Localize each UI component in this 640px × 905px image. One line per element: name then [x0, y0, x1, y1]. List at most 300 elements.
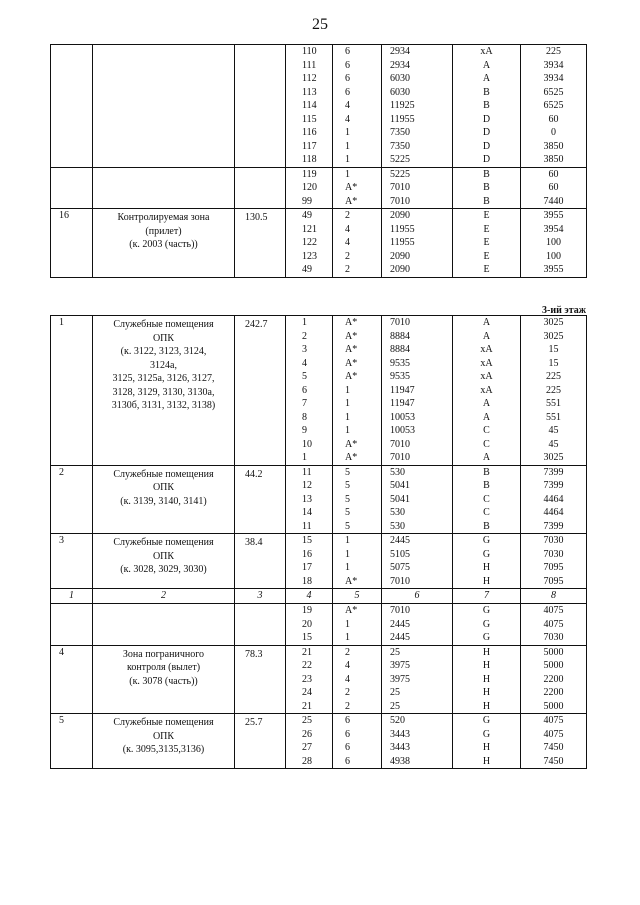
point-x: 5041: [390, 480, 410, 491]
column-number: 1: [51, 589, 93, 604]
point-code: 5: [345, 520, 350, 532]
column-number: 7: [453, 589, 521, 604]
column-number: 6: [382, 589, 453, 604]
point-axis: C: [483, 507, 490, 518]
point-x: 25: [390, 646, 400, 658]
zone-row: [51, 604, 587, 646]
point-code: 1: [345, 154, 350, 165]
point-y: 7399: [543, 480, 564, 491]
point-y: 7095: [543, 575, 564, 587]
point-axis: G: [482, 605, 491, 616]
point-y: 15: [548, 344, 559, 355]
point-x-column: [382, 604, 453, 646]
point-number: 111: [302, 59, 317, 71]
point-axis: E: [483, 237, 490, 248]
point-x: 25: [390, 700, 400, 712]
point-x: 9535: [390, 371, 410, 382]
zone-area: 44.2: [235, 465, 286, 534]
point-number-column: [286, 714, 333, 769]
point-code: A*: [345, 452, 358, 463]
point-y: 7440: [543, 195, 564, 207]
point-number: 21: [302, 700, 312, 712]
point-number: 116: [302, 127, 317, 138]
zone-description-line: (к. 3139, 3140, 3141): [120, 495, 207, 507]
zone-number: [51, 45, 93, 168]
point-y: 7399: [543, 520, 564, 532]
point-code: 4: [345, 223, 350, 235]
point-axis: C: [483, 425, 490, 436]
point-y: 7030: [543, 535, 564, 546]
point-axis: H: [482, 700, 491, 712]
point-y: 3850: [543, 140, 564, 152]
zone-description-line: (прилет): [145, 225, 182, 237]
point-code: 2: [345, 687, 350, 698]
zone-description-line: Служебные помещения: [113, 319, 214, 330]
point-number-column: [286, 465, 333, 534]
point-code: 4: [345, 237, 350, 248]
point-y: 5000: [543, 646, 564, 658]
point-y: 100: [546, 250, 561, 262]
zone-row: [51, 45, 587, 168]
point-axis-column: [453, 167, 521, 209]
point-number: 8: [302, 411, 307, 423]
point-x: 530: [390, 466, 405, 478]
point-number: 119: [302, 168, 317, 180]
point-code: A*: [345, 575, 358, 587]
zone-description-line: (к. 2003 (часть)): [129, 239, 198, 250]
point-x: 10053: [390, 411, 415, 423]
point-number: 99: [302, 195, 312, 207]
point-number: 2: [302, 330, 307, 342]
zone-description: [93, 534, 235, 589]
point-number-column: [286, 316, 333, 466]
point-x: 5075: [390, 562, 410, 573]
point-y: 3025: [543, 317, 564, 328]
point-y: 3025: [543, 452, 564, 463]
point-code: 6: [345, 46, 350, 57]
point-code: A*: [345, 357, 358, 369]
point-axis: E: [483, 210, 490, 221]
column-number: 2: [93, 589, 235, 604]
point-x: 5225: [390, 168, 410, 180]
floor-label: 3-ий этаж: [542, 305, 586, 316]
point-y-column: [521, 465, 587, 534]
point-axis: xA: [480, 357, 493, 369]
point-y: 45: [548, 438, 559, 450]
point-number: 24: [302, 687, 312, 698]
point-y: 3934: [543, 73, 564, 84]
zone-area: 130.5: [235, 209, 286, 278]
zone-description: [93, 645, 235, 714]
point-y: 7095: [543, 562, 564, 573]
point-x: 8884: [390, 344, 410, 355]
point-y: 3850: [543, 154, 564, 165]
point-code: 4: [345, 113, 350, 125]
point-axis: H: [482, 646, 491, 658]
point-x: 5225: [390, 154, 410, 165]
point-x: 5041: [390, 493, 410, 505]
zone-area: [235, 604, 286, 646]
point-number: 112: [302, 73, 317, 84]
point-y: 4464: [543, 507, 564, 518]
zone-description-line: ОПК: [152, 332, 175, 344]
zone-description-line: 3125, 3125а, 3126, 3127,: [112, 373, 215, 384]
point-y: 0: [551, 127, 556, 138]
point-code: A*: [345, 317, 358, 328]
point-number: 118: [302, 154, 317, 165]
point-y: 15: [548, 357, 559, 369]
point-code: 4: [345, 673, 350, 685]
point-number-column: [286, 167, 333, 209]
point-number: 28: [302, 755, 312, 767]
zone-area: 38.4: [235, 534, 286, 589]
point-x: 2934: [390, 46, 410, 57]
point-y: 4075: [543, 715, 564, 726]
point-number: 120: [302, 182, 317, 193]
zone-description-line: Служебные помещения: [113, 717, 214, 728]
zone-description: [93, 167, 235, 209]
point-axis: H: [482, 575, 491, 587]
point-y-column: [521, 167, 587, 209]
point-number-column: [286, 45, 333, 168]
point-x: 6030: [390, 73, 410, 84]
point-y: 3955: [543, 210, 564, 221]
zone-description: [93, 465, 235, 534]
point-axis: G: [482, 632, 491, 643]
point-number: 114: [302, 100, 317, 111]
point-number: 23: [302, 673, 312, 685]
point-code: 1: [345, 398, 350, 409]
point-y: 225: [546, 46, 561, 57]
point-x: 8884: [390, 330, 410, 342]
zone-area: 242.7: [235, 316, 286, 466]
zone-number: [51, 604, 93, 646]
point-axis: B: [483, 520, 490, 532]
point-axis: E: [483, 250, 490, 262]
point-number-column: [286, 645, 333, 714]
point-y: 4464: [543, 493, 564, 505]
point-x: 520: [390, 715, 405, 726]
point-x: 3443: [390, 728, 410, 740]
point-axis-column: [453, 209, 521, 278]
point-y: 5000: [543, 660, 564, 671]
point-y: 2200: [543, 673, 564, 685]
point-number: 121: [302, 223, 317, 235]
point-axis: D: [482, 140, 491, 152]
point-x: 530: [390, 520, 405, 532]
point-number-column: [286, 209, 333, 278]
point-code: 1: [345, 168, 350, 180]
zone-description: [93, 209, 235, 278]
point-number: 5: [302, 371, 307, 382]
point-axis: H: [482, 755, 491, 767]
point-x: 11955: [390, 113, 415, 125]
point-code: 1: [345, 618, 350, 630]
point-y: 7450: [543, 755, 564, 767]
zone-row: [51, 167, 587, 209]
point-code: 1: [345, 562, 350, 573]
point-y: 5000: [543, 700, 564, 712]
point-x: 11947: [390, 384, 415, 396]
point-axis: xA: [480, 46, 493, 57]
point-x-column: [382, 167, 453, 209]
zone-description-line: Служебные помещения: [113, 468, 214, 480]
point-y-column: [521, 209, 587, 278]
point-x: 7350: [390, 127, 410, 138]
zone-row: [51, 534, 587, 589]
zone-description-line: 3124а,: [150, 359, 177, 371]
point-y: 4075: [543, 618, 564, 630]
point-number: 22: [302, 660, 312, 671]
point-axis: D: [482, 113, 491, 125]
point-y: 7030: [543, 548, 564, 560]
point-code: A*: [345, 182, 358, 193]
point-y-column: [521, 604, 587, 646]
point-number: 11: [302, 466, 312, 478]
zone-description-line: 3128, 3129, 3130, 3130а,: [112, 386, 215, 398]
zone-description: [93, 316, 235, 466]
point-x: 2090: [390, 250, 410, 262]
point-x-column: [382, 645, 453, 714]
point-axis-column: [453, 645, 521, 714]
point-x: 2090: [390, 210, 410, 221]
point-code: 2: [345, 264, 350, 275]
zone-description-line: ОПК: [152, 730, 175, 742]
point-x-column: [382, 534, 453, 589]
point-code: 6: [345, 59, 350, 71]
point-y-column: [521, 316, 587, 466]
point-axis: xA: [480, 371, 493, 382]
point-x: 2445: [390, 618, 410, 630]
point-y: 2200: [543, 687, 564, 698]
point-number: 49: [302, 264, 312, 275]
point-code-column: [333, 604, 382, 646]
point-code: 6: [345, 728, 350, 740]
point-code: A*: [345, 195, 358, 207]
zone-description-line: ОПК: [152, 482, 175, 493]
point-y: 551: [546, 411, 561, 423]
point-axis: xA: [480, 344, 493, 355]
point-y: 4075: [543, 728, 564, 740]
point-code: 1: [345, 632, 350, 643]
point-x: 7010: [390, 438, 410, 450]
column-number-row: [51, 589, 587, 604]
point-axis: D: [482, 154, 491, 165]
point-x: 7350: [390, 140, 410, 152]
point-y: 225: [546, 384, 561, 396]
zone-row: [51, 714, 587, 769]
point-axis-column: [453, 465, 521, 534]
point-number: 9: [302, 425, 307, 436]
point-number: 17: [302, 562, 312, 573]
zone-description-line: (к. 3122, 3123, 3124,: [120, 346, 207, 357]
point-axis: E: [483, 223, 490, 235]
point-code: 6: [345, 73, 350, 84]
point-axis: D: [482, 127, 491, 138]
zone-number: 3: [51, 534, 93, 589]
point-number: 21: [302, 646, 312, 658]
zone-number: 16: [51, 209, 93, 278]
point-code: A*: [345, 344, 358, 355]
point-y: 3934: [543, 59, 564, 71]
point-code: 6: [345, 86, 350, 98]
point-axis: H: [482, 660, 491, 671]
point-code: 2: [345, 210, 350, 221]
point-x: 7010: [390, 195, 410, 207]
point-axis: H: [482, 687, 491, 698]
point-axis-column: [453, 714, 521, 769]
point-number: 1: [302, 452, 307, 463]
point-code: 1: [345, 127, 350, 138]
point-x: 10053: [390, 425, 415, 436]
point-code: 6: [345, 755, 350, 767]
point-code-column: [333, 645, 382, 714]
point-axis: G: [482, 728, 491, 740]
point-x: 11955: [390, 237, 415, 248]
point-x: 7010: [390, 605, 410, 616]
point-code-column: [333, 714, 382, 769]
point-axis: G: [482, 548, 491, 560]
zone-area: 25.7: [235, 714, 286, 769]
point-x: 2090: [390, 264, 410, 275]
point-code: 1: [345, 411, 350, 423]
point-number: 123: [302, 250, 317, 262]
point-code: 5: [345, 507, 350, 518]
point-x: 7010: [390, 182, 410, 193]
point-code: 5: [345, 466, 350, 478]
point-x: 2445: [390, 632, 410, 643]
point-number: 27: [302, 742, 312, 753]
point-y: 7030: [543, 632, 564, 643]
column-number: 3: [235, 589, 286, 604]
point-axis: G: [482, 618, 491, 630]
point-number-column: [286, 604, 333, 646]
point-y: 60: [548, 168, 559, 180]
point-x-column: [382, 316, 453, 466]
point-axis: A: [482, 398, 491, 409]
point-y: 3954: [543, 223, 564, 235]
zone-description-line: (к. 3028, 3029, 3030): [120, 564, 207, 575]
point-axis-column: [453, 316, 521, 466]
point-x: 7010: [390, 317, 410, 328]
point-y: 3955: [543, 264, 564, 275]
zone-description: [93, 714, 235, 769]
point-number: 122: [302, 237, 317, 248]
zone-description-line: Зона пограничного: [122, 648, 205, 660]
zone-description-line: Контролируемая зона: [117, 212, 210, 223]
point-y: 6525: [543, 86, 564, 98]
point-x: 3975: [390, 660, 410, 671]
point-number-column: [286, 534, 333, 589]
point-axis: B: [483, 182, 490, 193]
zone-description: [93, 604, 235, 646]
point-axis-column: [453, 534, 521, 589]
point-code: 1: [345, 535, 350, 546]
zone-description-line: ОПК: [152, 550, 175, 562]
point-y: 551: [546, 398, 561, 409]
point-number: 12: [302, 480, 312, 491]
point-x: 11947: [390, 398, 415, 409]
point-x: 3443: [390, 742, 410, 753]
zone-description-line: Служебные помещения: [113, 537, 214, 548]
point-code: 1: [345, 384, 350, 396]
column-number: 8: [521, 589, 587, 604]
point-axis: H: [482, 673, 491, 685]
zone-description: [93, 45, 235, 168]
zone-number: 4: [51, 645, 93, 714]
point-y-column: [521, 45, 587, 168]
point-y: 3025: [543, 330, 564, 342]
point-x: 2445: [390, 535, 410, 546]
point-axis: G: [482, 535, 491, 546]
point-y-column: [521, 645, 587, 714]
point-code: A*: [345, 371, 358, 382]
point-number: 16: [302, 548, 312, 560]
point-code: A*: [345, 330, 358, 342]
point-axis: H: [482, 742, 491, 753]
point-axis: A: [482, 452, 491, 463]
zone-row: [51, 209, 587, 278]
point-y: 7399: [543, 466, 564, 478]
point-x: 5105: [390, 548, 410, 560]
point-number: 49: [302, 210, 312, 221]
point-x: 2934: [390, 59, 410, 71]
point-axis: C: [483, 438, 490, 450]
point-axis: E: [483, 264, 490, 275]
point-axis: A: [482, 330, 491, 342]
point-x: 11955: [390, 223, 415, 235]
point-number: 1: [302, 317, 307, 328]
point-number: 113: [302, 86, 317, 98]
point-code: 4: [345, 660, 350, 671]
point-axis: A: [482, 411, 491, 423]
point-x: 11925: [390, 100, 415, 111]
point-y: 6525: [543, 100, 564, 111]
point-number: 15: [302, 632, 312, 643]
point-x: 4938: [390, 755, 410, 767]
point-code: 5: [345, 480, 350, 491]
zone-number: [51, 167, 93, 209]
point-x: 530: [390, 507, 405, 518]
point-code: 6: [345, 742, 350, 753]
point-axis: B: [483, 466, 490, 478]
point-x: 9535: [390, 357, 410, 369]
zone-row: [51, 465, 587, 534]
zone-number: 5: [51, 714, 93, 769]
point-code: A*: [345, 605, 358, 616]
point-axis: B: [483, 168, 490, 180]
point-y: 60: [548, 182, 559, 193]
point-x: 3975: [390, 673, 410, 685]
zone-row: [51, 316, 587, 466]
point-number: 6: [302, 384, 307, 396]
coordinates-table-floor3: [50, 315, 587, 769]
point-axis: C: [483, 493, 490, 505]
point-axis: B: [483, 86, 490, 98]
point-number: 117: [302, 140, 317, 152]
point-y: 60: [548, 113, 559, 125]
point-y-column: [521, 534, 587, 589]
zone-area: 78.3: [235, 645, 286, 714]
zone-number: 1: [51, 316, 93, 466]
zone-description-line: 3130б, 3131, 3132, 3138): [111, 400, 216, 411]
point-number: 4: [302, 357, 307, 369]
point-code: 1: [345, 548, 350, 560]
point-code: A*: [345, 438, 358, 450]
coordinates-table-top: [50, 44, 587, 278]
point-number: 10: [302, 438, 312, 450]
point-code-column: [333, 316, 382, 466]
